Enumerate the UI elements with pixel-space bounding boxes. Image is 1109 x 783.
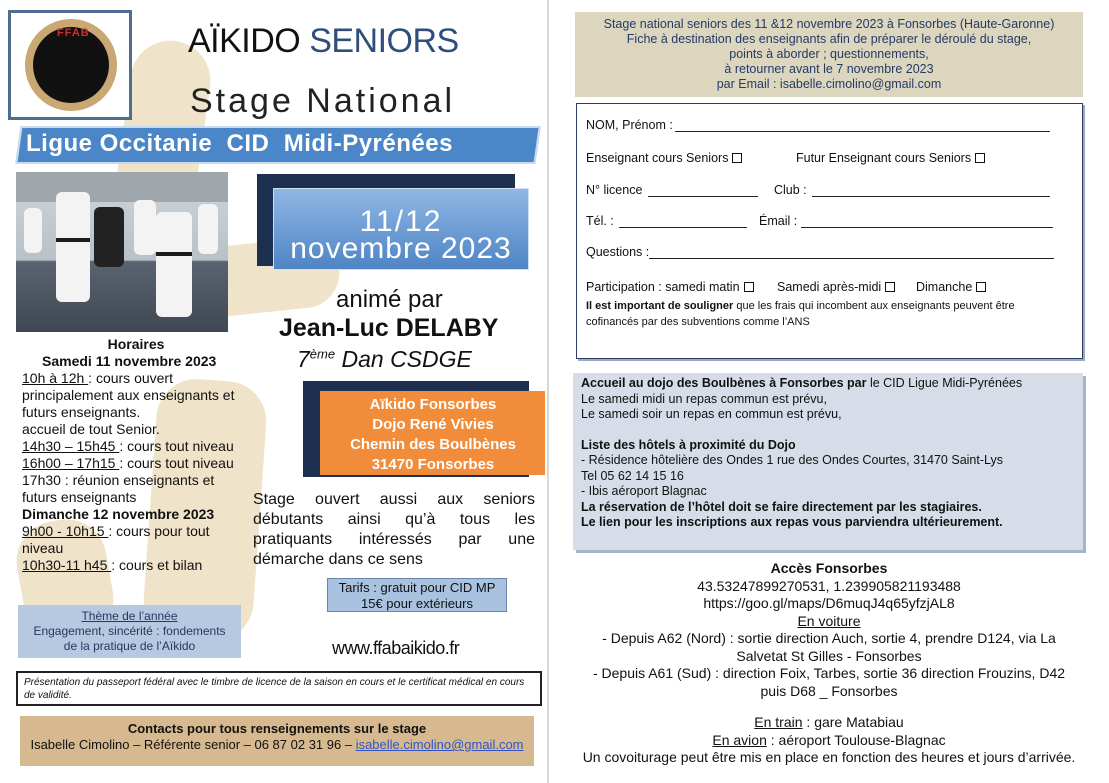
gps-coordinates: 43.53247899270531, 1.239905821193488 — [697, 577, 961, 594]
lien-note: Le lien pour les inscriptions aux repas vous parviendra ultérieurement. — [581, 515, 1003, 529]
address-line: Chemin des Boulbènes — [350, 436, 516, 453]
hotel-item: - Résidence hôtelière des Ondes 1 rue des Ondes Courtes, 31470 Saint-Lys — [581, 453, 1004, 467]
address-line: Dojo René Vivies — [372, 416, 494, 433]
theme-line: de la pratique de l’Aïkido — [63, 639, 196, 653]
participation-dimanche: Dimanche — [916, 280, 986, 294]
hotel-phone: Tel 05 62 14 15 16 — [581, 468, 684, 483]
questions-label: Questions : — [586, 245, 650, 259]
acces-section — [579, 560, 1079, 767]
fiche-line: Fiche à destination des enseignants afin de préparer le déroulé du stage, — [626, 32, 1032, 46]
theme-title: Thème de l’année — [81, 609, 178, 623]
train-line: En train : gare Matabiau — [754, 714, 904, 730]
enseignant-checkbox[interactable] — [732, 153, 742, 163]
tarifs-line: Tarifs : gratuit pour CID MP — [338, 580, 496, 595]
email-field[interactable] — [801, 227, 1053, 228]
ffab-logo — [8, 10, 132, 120]
address-line: Aïkido Fonsorbes — [369, 396, 497, 413]
sunday-heading: Dimanche 12 novembre 2023 — [22, 506, 215, 522]
schedule-item: accueil de tout Senior. — [22, 421, 160, 437]
stage-ouvert-text: Stage ouvert aussi aux seniors débutants ainsi qu’à tous les pratiquants intéressés par une démarche dans ce sens — [253, 491, 535, 568]
fiche-line: à retourner avant le 7 novembre 2023 — [724, 62, 934, 76]
schedule-item: 10h30-11 h45 : cours et bilan — [22, 557, 203, 573]
contacts-line: Isabelle Cimolino – Référente senior – 06 87 02 31 96 – isabelle.cimolino@gmail.com — [30, 737, 524, 752]
acces-title: Accès Fonsorbes — [770, 560, 888, 576]
theme-line: Engagement, sincérité : fondements — [33, 624, 226, 638]
theme-box — [18, 605, 241, 658]
registration-form — [576, 103, 1083, 359]
address-line: 31470 Fonsorbes — [371, 456, 495, 473]
repas-midi: Le samedi midi un repas commun est prévu, — [581, 391, 827, 406]
participation-samedi-matin: Participation : samedi matin — [586, 280, 754, 294]
fiche-header — [575, 12, 1083, 97]
tarifs-box — [327, 578, 507, 612]
schedule-item: 17h30 : réunion enseignants et futurs enseignants — [22, 472, 215, 505]
futur-checkbox[interactable] — [975, 153, 985, 163]
schedule-item: 10h à 12h : cours ouvert principalement aux enseignants et futurs enseignants. — [22, 370, 235, 420]
hotels-title: Liste des hôtels à proximité du Dojo — [581, 437, 796, 452]
logo-text: FFAB — [57, 27, 90, 39]
maps-link[interactable]: https://goo.gl/maps/D6muqJ4q65yfzjAL8 — [703, 595, 955, 611]
club-label: Club : — [774, 183, 807, 197]
date-days: 11/12 — [359, 205, 443, 238]
title-seniors: SENIORS — [309, 22, 459, 60]
instructor-dan: 7ème Dan CSDGE — [297, 346, 472, 372]
dimanche-checkbox[interactable] — [976, 282, 986, 292]
horaires-section — [22, 336, 250, 574]
saturday-heading: Samedi 11 novembre 2023 — [42, 353, 217, 369]
tel-label: Tél. : — [586, 214, 614, 228]
enseignant-option: Enseignant cours Seniors — [586, 151, 742, 165]
funding-note: Il est important de souligner que les frais qui incombent aux enseignants peuvent être cofinancés par des subventions comme l’ANS — [586, 300, 1015, 328]
licence-field[interactable] — [648, 196, 758, 197]
fiche-line: points à aborder ; questionnements, — [729, 47, 929, 61]
nom-label: NOM, Prénom : — [586, 118, 673, 132]
voiture-heading: En voiture — [797, 612, 861, 629]
website-link[interactable]: www.ffabaikido.fr — [332, 638, 460, 658]
avion-line: En avion : aéroport Toulouse-Blagnac — [712, 731, 946, 748]
horaires-title: Horaires — [107, 336, 165, 352]
accueil-title: Accueil au dojo des Boulbènes à Fonsorbes par le CID Ligue Midi-Pyrénées — [581, 376, 1023, 390]
date-month: novembre 2023 — [290, 232, 512, 265]
ligue-text: Ligue Occitanie CID Midi-Pyrénées — [26, 130, 453, 157]
dojo-photo — [16, 172, 228, 332]
address-box — [320, 391, 545, 475]
route-a62: - Depuis A62 (Nord) : sortie direction Auch, sortie 4, prendre D124, via La Salvetat St Gilles - Fonsorbes — [602, 630, 1056, 664]
questions-field[interactable] — [649, 258, 1054, 259]
schedule-item: 16h00 – 17h15 : cours tout niveau — [22, 455, 234, 471]
club-field[interactable] — [812, 196, 1050, 197]
futur-option: Futur Enseignant cours Seniors — [796, 151, 985, 165]
hotel-item: - Ibis aéroport Blagnac — [581, 484, 707, 498]
schedule-item: 9h00 - 10h15 : cours pour tout niveau — [22, 523, 210, 556]
tel-field[interactable] — [619, 227, 747, 228]
covoiturage-note: Un covoiturage peut être mis en place en fonction des heures et jours d’arrivée. — [582, 749, 1076, 765]
left-page — [0, 0, 545, 783]
contact-email-link[interactable]: isabelle.cimolino@gmail.com — [355, 737, 524, 752]
fiche-line: par Email : isabelle.cimolino@gmail.com — [716, 77, 942, 91]
samedi-am-checkbox[interactable] — [885, 282, 895, 292]
licence-label: N° licence — [586, 183, 643, 197]
participation-samedi-am: Samedi après-midi — [777, 280, 895, 294]
fiche-line: Stage national seniors des 11 &12 novembre 2023 à Fonsorbes (Haute-Garonne) — [603, 17, 1055, 31]
title-aikido: AÏKIDO — [188, 22, 301, 60]
contacts-box — [20, 716, 534, 766]
email-label: Émail : — [759, 214, 798, 228]
page-subtitle: Stage National — [190, 82, 456, 120]
reservation-note: La réservation de l’hôtel doit se faire directement par les stagiaires. — [581, 499, 982, 514]
passport-notice: Présentation du passeport fédéral avec le timbre de licence de la saison en cours et le certificat médical en cours de validité. — [16, 671, 542, 706]
repas-soir: Le samedi soir un repas en commun est prévu, — [581, 407, 842, 421]
samedi-matin-checkbox[interactable] — [744, 282, 754, 292]
instructor-name: Jean-Luc DELABY — [279, 314, 499, 342]
anime-par: animé par — [336, 286, 443, 313]
tarifs-line: 15€ pour extérieurs — [360, 596, 473, 611]
page-title — [188, 22, 459, 61]
schedule-item: 14h30 – 15h45 : cours tout niveau — [22, 438, 234, 454]
contacts-title: Contacts pour tous renseignements sur le stage — [127, 721, 427, 736]
route-a61: - Depuis A61 (Sud) : direction Foix, Tarbes, sortie 36 direction Frouzins, D42 puis D68 _ Fonsorbes — [592, 665, 1066, 699]
right-page — [547, 0, 1109, 783]
accueil-box — [573, 373, 1083, 550]
nom-field[interactable] — [675, 131, 1050, 132]
